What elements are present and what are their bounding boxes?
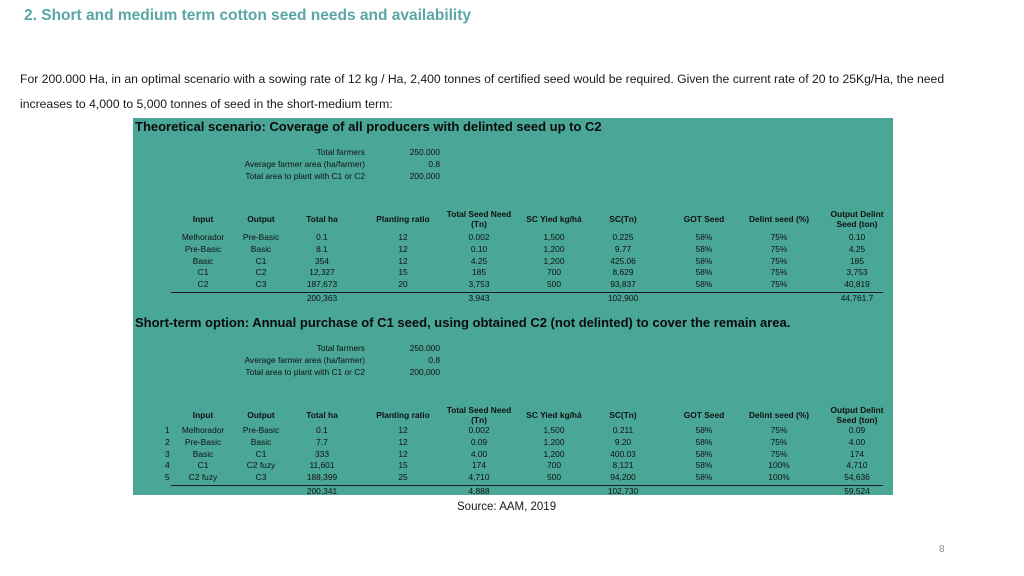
scenario2-table-cell: Pre-Basic bbox=[242, 425, 280, 435]
scenario2-column-header: Planting ratio bbox=[376, 410, 430, 420]
scenario2-table-cell: 75% bbox=[770, 436, 788, 447]
scenario2-table-cell: 75% bbox=[770, 448, 788, 459]
scenario2-column-header: GOT Seed bbox=[683, 410, 725, 420]
scenario1-column-header: Input bbox=[192, 214, 214, 224]
scenario2-row-number: 2 bbox=[165, 436, 170, 447]
scenario1-table-cell: 500 bbox=[547, 279, 561, 290]
summary-value: 0.8 bbox=[428, 355, 440, 365]
scenario2-table-cell: 1,200 bbox=[543, 436, 565, 447]
scenario1-column-header: Output bbox=[247, 214, 275, 224]
scenario1-summary-row bbox=[133, 147, 893, 159]
scenario1-table-cell: 93,837 bbox=[610, 279, 636, 290]
scenario1-table-cell: 12 bbox=[398, 255, 408, 266]
scenario1-table-cell: 425.06 bbox=[610, 255, 636, 266]
scenario1-table-cell: 4.25 bbox=[470, 255, 488, 266]
scenario2-total-ha: 200,341 bbox=[306, 486, 338, 496]
scenario2-table-cell: C1 bbox=[197, 460, 209, 471]
scenario1-table-cell: 0.1 bbox=[316, 232, 328, 242]
scenario2-column-header: Delint seed (%) bbox=[748, 410, 810, 420]
scenario1-column-header: Output Delint Seed (ton) bbox=[830, 209, 884, 229]
scenario1-total-sc: 102,900 bbox=[607, 293, 639, 303]
summary-value: 250.000 bbox=[409, 343, 440, 353]
scenario1-table-cell: 12 bbox=[398, 243, 408, 254]
scenario1-table-cell: 4.25 bbox=[848, 243, 866, 254]
scenario2-column-header: Output Delint Seed (ton) bbox=[830, 405, 884, 425]
scenario2-summary-row bbox=[133, 367, 893, 379]
scenario2-table-cell: 58% bbox=[695, 472, 713, 483]
scenario1-summary-row bbox=[133, 159, 893, 171]
scenario1-table-cell: 75% bbox=[770, 279, 788, 290]
scenario1-total-ha: 200,363 bbox=[306, 293, 338, 303]
source-note: Source: AAM, 2019 bbox=[457, 501, 557, 513]
summary-label: Total farmers bbox=[316, 343, 365, 353]
scenario1-table-cell: C1 bbox=[197, 267, 209, 278]
scenario2-table-cell: 0.09 bbox=[470, 436, 488, 447]
scenario1-table-cell: 185 bbox=[850, 255, 864, 266]
scenario2-total-output: 59,524 bbox=[844, 486, 870, 496]
scenario2-column-header: SC Yied kg/há bbox=[526, 410, 582, 420]
scenario2-column-header: Input bbox=[192, 410, 214, 420]
intro-line-1: For 200.000 Ha, in an optimal scenario with a sowing rate of 12 kg / Ha, 2,400 tonnes of certified seed would be required. Given the current rate of 20 to 25Kg/Ha, the need bbox=[20, 72, 945, 86]
scenario1-table-cell: 3,753 bbox=[468, 279, 490, 290]
scenario1-table-cell: 75% bbox=[770, 243, 788, 254]
scenario2-table-cell: Basic bbox=[250, 436, 272, 447]
scenario2-total-sc: 102,730 bbox=[607, 486, 639, 496]
scenario1-table-cell: C2 bbox=[197, 279, 209, 290]
scenario2-table-cell: C3 bbox=[255, 472, 267, 483]
scenario2-table-cell: 9.20 bbox=[614, 436, 632, 447]
scenario1-table-cell: Basic bbox=[250, 243, 272, 254]
scenario2-row-number: 3 bbox=[165, 448, 170, 459]
scenario1-table-cell: 0.002 bbox=[468, 232, 490, 242]
scenario1-table-cell: C2 bbox=[255, 267, 267, 278]
summary-label: Average farmer area (ha/farmer) bbox=[244, 159, 365, 169]
scenario2-column-header: SC(Tn) bbox=[609, 410, 637, 420]
summary-label: Total farmers bbox=[316, 147, 365, 157]
intro-line-2: increases to 4,000 to 5,000 tonnes of seed in the short-medium term: bbox=[20, 97, 393, 111]
scenario2-table-cell: 25 bbox=[398, 472, 408, 483]
scenario2-table-cell: 0.09 bbox=[848, 425, 866, 435]
scenario1-table-cell: 185 bbox=[472, 267, 486, 278]
scenario1-table-cell: 58% bbox=[695, 232, 713, 242]
scenario2-summary-row bbox=[133, 343, 893, 355]
scenario1-table-cell: 75% bbox=[770, 267, 788, 278]
scenario2-table-cell: Basic bbox=[192, 448, 214, 459]
scenario2-table-cell: 58% bbox=[695, 448, 713, 459]
scenario2-table-cell: 12 bbox=[398, 448, 408, 459]
scenario2-table-cell: C2 fuzy bbox=[246, 460, 276, 471]
scenario1-table-cell: 12 bbox=[398, 232, 408, 242]
scenario2-table-cell: 174 bbox=[850, 448, 864, 459]
scenario2-table-cell: 58% bbox=[695, 436, 713, 447]
scenario1-table-cell: 15 bbox=[398, 267, 408, 278]
scenario2-table-cell: 333 bbox=[315, 448, 329, 459]
scenario1-table-cell: 0.225 bbox=[612, 232, 634, 242]
scenario2-table-cell: 58% bbox=[695, 425, 713, 435]
summary-label: Total area to plant with C1 or C2 bbox=[245, 171, 365, 181]
scenario2-table-cell: C1 bbox=[255, 448, 267, 459]
scenario1-table-cell: 75% bbox=[770, 255, 788, 266]
scenario2-table-cell: 100% bbox=[768, 460, 790, 471]
scenario2-column-header: Total Seed Need (Tn) bbox=[446, 405, 512, 425]
scenario1-table-cell: 3,753 bbox=[846, 267, 868, 278]
scenario2-table-cell: 188,399 bbox=[306, 472, 338, 483]
scenario2-table-cell: 54,636 bbox=[844, 472, 870, 483]
scenario2-table-cell: 4.00 bbox=[848, 436, 866, 447]
scenario1-column-header: Total Seed Need (Tn) bbox=[446, 209, 512, 229]
scenario1-table-cell: 9.77 bbox=[614, 243, 632, 254]
scenario1-column-header: Planting ratio bbox=[376, 214, 430, 224]
summary-value: 0.8 bbox=[428, 159, 440, 169]
scenario2-table-cell: 12 bbox=[398, 425, 408, 435]
scenario1-table-cell: 58% bbox=[695, 243, 713, 254]
scenario2-table-cell: 75% bbox=[770, 425, 788, 435]
scenario2-table-cell: 1,200 bbox=[543, 448, 565, 459]
scenario2-table-cell: 400.03 bbox=[610, 448, 636, 459]
scenario2-row-number: 4 bbox=[165, 460, 170, 471]
scenario1-heading: Theoretical scenario: Coverage of all producers with delinted seed up to C2 bbox=[135, 119, 602, 134]
scenario2-heading: Short-term option: Annual purchase of C1 seed, using obtained C2 (not delinted) to cover the remain area. bbox=[135, 315, 791, 330]
scenario2-table-cell: 94,200 bbox=[610, 472, 636, 483]
scenario1-table-cell: 0.10 bbox=[848, 232, 866, 242]
scenario2-table-cell: Pre-Basic bbox=[184, 436, 222, 447]
scenario1-column-header: Total ha bbox=[306, 214, 338, 224]
scenario2-table-cell: 500 bbox=[547, 472, 561, 483]
scenario2-table-cell: 4,710 bbox=[846, 460, 868, 471]
scenario1-table-cell: C1 bbox=[255, 255, 267, 266]
scenario1-table-cell: C3 bbox=[255, 279, 267, 290]
scenario1-table-cell: 8.1 bbox=[316, 243, 328, 254]
scenario2-row-number: 1 bbox=[165, 425, 170, 435]
scenario2-table-cell: 58% bbox=[695, 460, 713, 471]
scenario2-table-cell: 7.7 bbox=[316, 436, 328, 447]
scenario2-table-cell: 0.002 bbox=[468, 425, 490, 435]
summary-value: 200,000 bbox=[409, 367, 440, 377]
scenario1-table-cell: 1,200 bbox=[543, 255, 565, 266]
scenario1-table-cell: 40,819 bbox=[844, 279, 870, 290]
scenario2-column-header: Output bbox=[247, 410, 275, 420]
scenario1-table-cell: 354 bbox=[315, 255, 329, 266]
scenario2-table-cell: 1,500 bbox=[543, 425, 565, 435]
scenario1-table-cell: 8,629 bbox=[612, 267, 634, 278]
scenario2-total-seed-need: 4,888 bbox=[468, 486, 490, 496]
scenario1-table-cell: 12,327 bbox=[309, 267, 335, 278]
scenario2-table-cell: 174 bbox=[472, 460, 486, 471]
scenario1-table-cell: 58% bbox=[695, 279, 713, 290]
scenario1-table-cell: Pre-Basic bbox=[184, 243, 222, 254]
scenario1-table-cell: 58% bbox=[695, 255, 713, 266]
scenario2-total-rule bbox=[171, 485, 883, 486]
scenario2-table-cell: 700 bbox=[547, 460, 561, 471]
scenario1-total-rule bbox=[171, 292, 883, 293]
scenario2-table-cell: 8,121 bbox=[612, 460, 634, 471]
scenario1-total-output: 44,761.7 bbox=[840, 293, 874, 303]
scenario2-table-cell: 4.00 bbox=[470, 448, 488, 459]
scenario1-column-header: SC(Tn) bbox=[609, 214, 637, 224]
scenario2-column-header: Total ha bbox=[306, 410, 338, 420]
scenario1-column-header: Delint seed (%) bbox=[748, 214, 810, 224]
scenario1-table-cell: Melhorador bbox=[181, 232, 225, 242]
scenario2-table-cell: 12 bbox=[398, 436, 408, 447]
scenario2-table-cell: 15 bbox=[398, 460, 408, 471]
scenario1-summary-row bbox=[133, 171, 893, 183]
page-number: 8 bbox=[939, 544, 945, 555]
scenario2-table-cell: C2 fuzy bbox=[188, 472, 218, 483]
scenario2-table-cell: 0.1 bbox=[316, 425, 328, 435]
seed-scenarios-table-image bbox=[133, 118, 893, 495]
scenario2-table-cell: Melhorador bbox=[181, 425, 225, 435]
scenario2-summary-row bbox=[133, 355, 893, 367]
slide-title: 2. Short and medium term cotton seed needs and availability bbox=[24, 7, 472, 24]
scenario2-table-cell: 100% bbox=[768, 472, 790, 483]
scenario1-table-cell: 1,500 bbox=[543, 232, 565, 242]
scenario1-table-cell: 75% bbox=[770, 232, 788, 242]
scenario2-table-cell: 0.211 bbox=[612, 425, 634, 435]
scenario1-table-cell: 58% bbox=[695, 267, 713, 278]
scenario1-table-cell: 700 bbox=[547, 267, 561, 278]
scenario1-table-cell: Basic bbox=[192, 255, 214, 266]
scenario2-table-cell: 4,710 bbox=[468, 472, 490, 483]
scenario2-table-cell: 11,601 bbox=[309, 460, 335, 471]
scenario1-table-cell: 1,200 bbox=[543, 243, 565, 254]
scenario2-row-number: 5 bbox=[165, 472, 170, 483]
summary-label: Total area to plant with C1 or C2 bbox=[245, 367, 365, 377]
scenario1-table-cell: 0.10 bbox=[470, 243, 488, 254]
summary-value: 200,000 bbox=[409, 171, 440, 181]
scenario1-table-cell: Pre-Basic bbox=[242, 232, 280, 242]
intro-paragraph bbox=[20, 67, 1010, 117]
summary-label: Average farmer area (ha/farmer) bbox=[244, 355, 365, 365]
scenario1-total-seed-need: 3,943 bbox=[468, 293, 490, 303]
summary-value: 250.000 bbox=[409, 147, 440, 157]
scenario1-table-cell: 20 bbox=[398, 279, 408, 290]
scenario1-table-cell: 187,673 bbox=[306, 279, 338, 290]
scenario1-column-header: GOT Seed bbox=[683, 214, 725, 224]
scenario1-column-header: SC Yied kg/há bbox=[526, 214, 582, 224]
